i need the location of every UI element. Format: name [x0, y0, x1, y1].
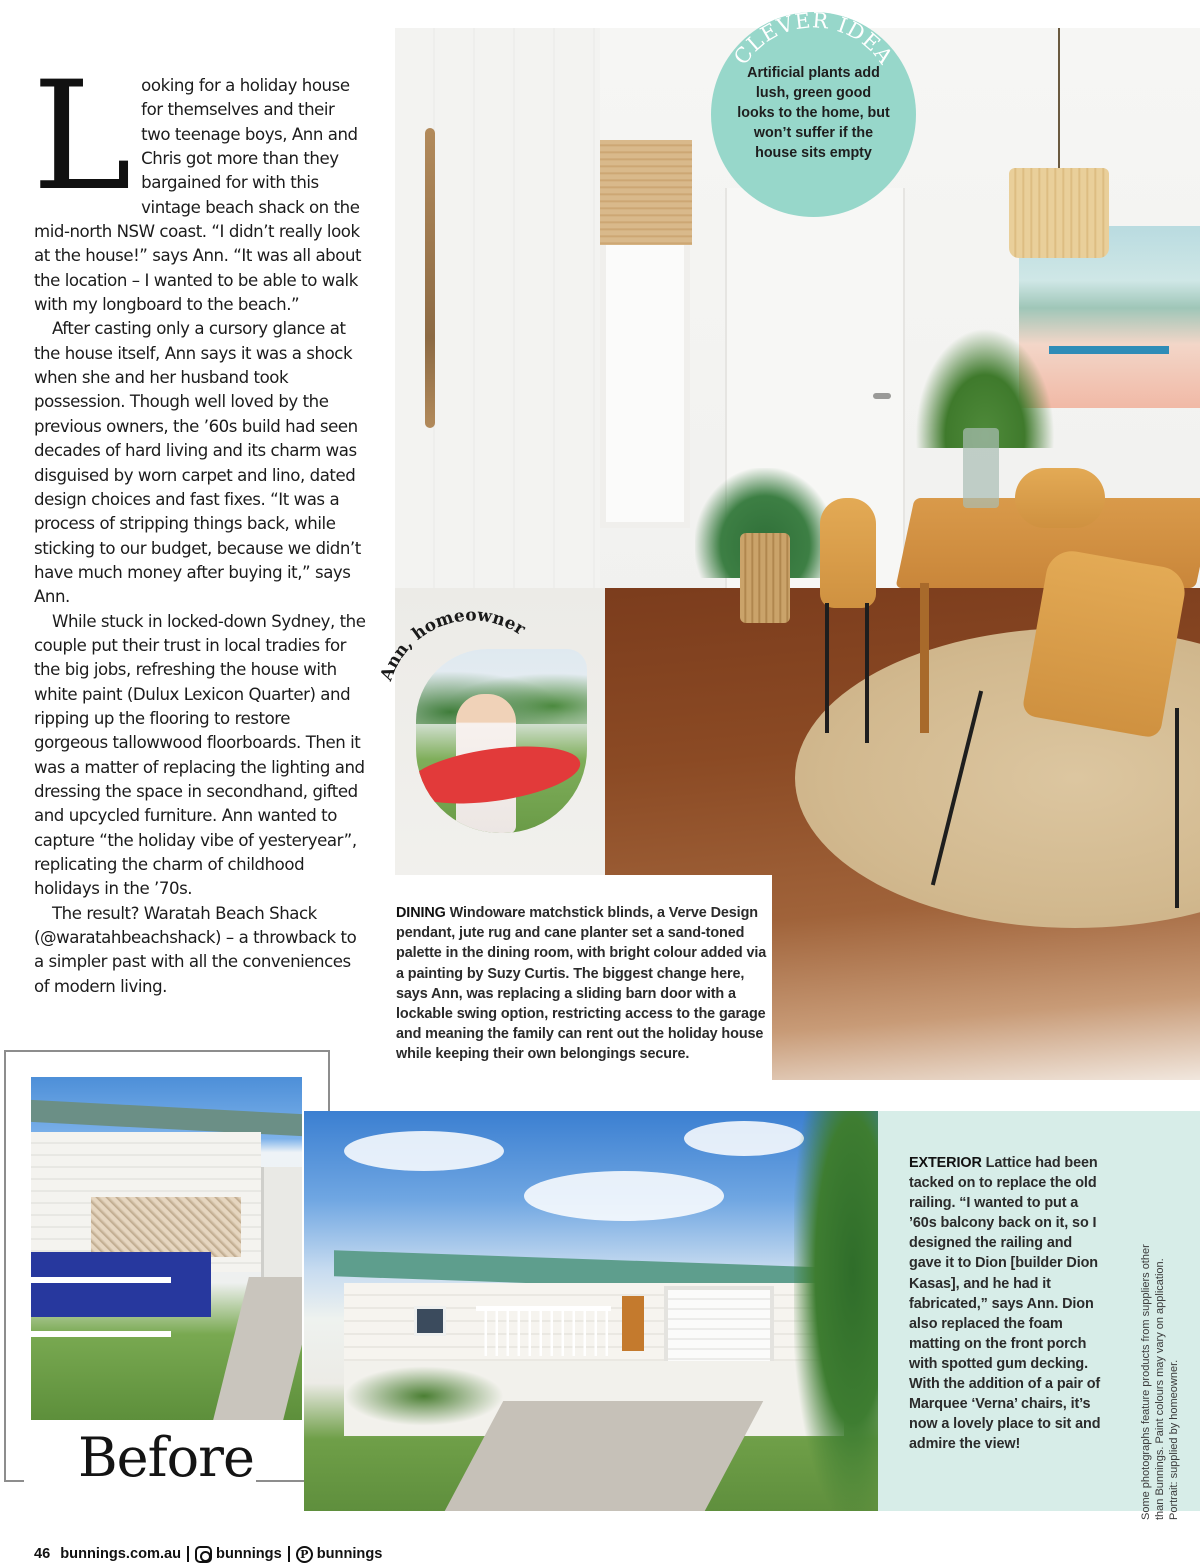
article-paragraph-2: After casting only a cursory glance at the house itself, Ann says it was a shock when she and her husband took possession. Though well loved by the previous owners, the ’60s build had seen decades of hard living and its charm was disguised by worn carpet and lino, dated design choices and fast fixes. “It was a process of stripping things back, while sticking to our budget, because we didn’t have much money after buying it,” says Ann. — [34, 319, 361, 607]
article-body — [32, 50, 368, 999]
dining-caption: DINING Windoware matchstick blinds, a Verve Design pendant, jute rug and cane planter set a sand-toned palette in the dining room, with bright colour added via a painting by Suzy Curtis. The biggest change here, says Ann, was replacing a sliding barn door with a lockable swing option, restricting access to the garage and meaning the family can rent out the holiday house while keeping their own belongings secure. — [396, 905, 767, 1063]
before-house-photo — [31, 1077, 302, 1420]
svg-text:CLEVER IDEA: CLEVER IDEA — [729, 12, 898, 70]
footer-divider — [187, 1546, 189, 1562]
clever-idea-text: Artificial plants add lush, green good looks to the home, but won’t suffer if the house sits empty — [737, 65, 890, 161]
clever-idea-badge — [711, 12, 916, 217]
instagram-icon — [195, 1546, 212, 1563]
exterior-caption: EXTERIOR Lattice had been tacked on to replace the old railing. “I wanted to put a ’60s balcony back on it, so I designed the railing and gave it to Dion [builder Dion Kasas], and he had it fabricated,” says Ann. Dion also replaced the foam matting on the front porch with spotted gum decking. With the addition of a pair of Marquee ‘Verna’ chairs, it’s now a lovely place to sit and admire the view! — [909, 1155, 1101, 1453]
homeowner-portrait — [416, 649, 587, 833]
footer — [34, 1544, 382, 1564]
pinterest-handle[interactable]: bunnings — [316, 1546, 383, 1562]
article-paragraph-3: While stuck in locked-down Sydney, the couple put their trust in local tradies for the big jobs, refreshing the house with white paint (Dulux Lexicon Quarter) and ripping up the flooring to restore gorgeous tallowwood floorboards. Then it was a matter of replacing the lighting and dressing the space in secondhand, gifted and upcycled furniture. Ann wanted to capture “the holiday vibe of yesteryear”, replicating the charm of childhood holidays in the ’70s. — [34, 611, 366, 899]
footer-divider — [288, 1546, 290, 1562]
dropcap: L — [32, 50, 132, 224]
photo-credit: Some photographs feature products from suppliers other than Bunnings. Paint colours may vary on application. Portrait: supplied by homeowner. — [1140, 1244, 1180, 1520]
before-label: Before — [78, 1426, 254, 1489]
article-paragraph-1: Looking for a holiday house for themselves and their two teenage boys, Ann and Chris got more than they bargained for with this vintage beach shack on the mid-north NSW coast. “I didn’t really look at the house!” says Ann. “It was all about the location – I wanted to be able to walk with my longboard to the beach.” — [32, 50, 362, 315]
article-paragraph-4: The result? Waratah Beach Shack (@waratahbeachshack) – a throwback to a simpler past with all the conveniences of modern living. — [34, 903, 357, 996]
page-number: 46 — [34, 1546, 51, 1562]
svg-text:Ann, homeowner: Ann, homeowner — [376, 605, 529, 684]
dining-caption-box — [395, 875, 772, 1085]
exterior-house-photo — [304, 1111, 878, 1511]
instagram-handle[interactable]: bunnings — [216, 1546, 282, 1562]
website-link[interactable]: bunnings.com.au — [60, 1546, 182, 1562]
pinterest-icon: P — [296, 1546, 313, 1563]
exterior-caption-wrap — [909, 1153, 1101, 1454]
